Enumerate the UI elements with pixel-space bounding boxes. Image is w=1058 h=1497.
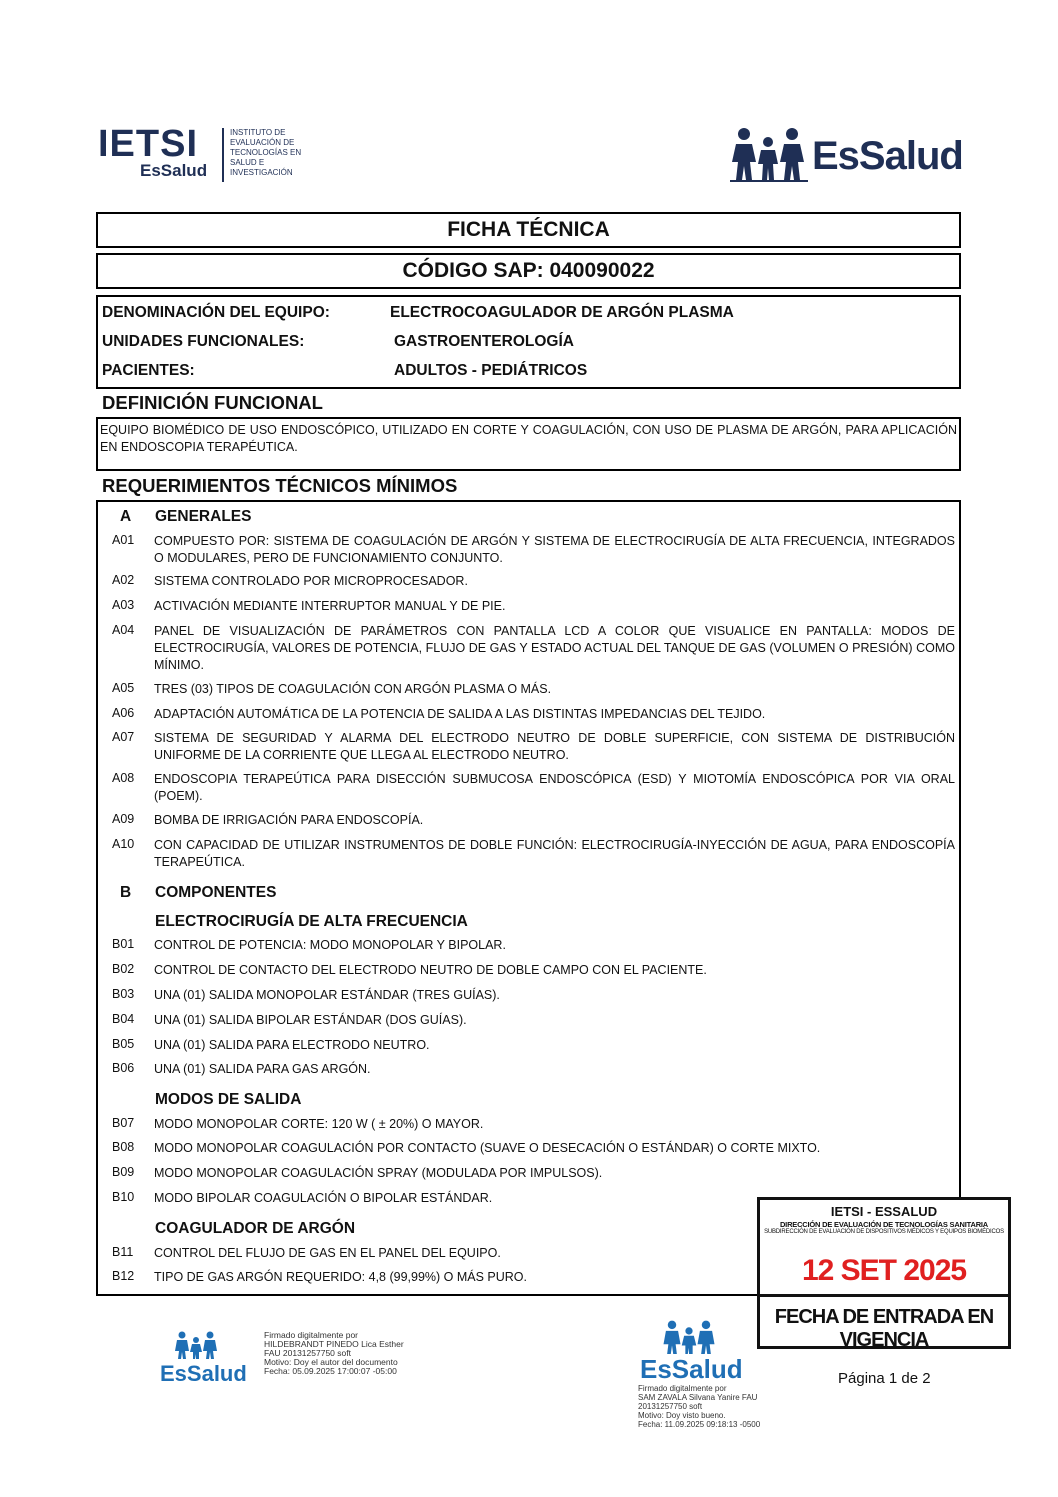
item-code: A10 [112,837,135,851]
section-letter-a: A [120,508,132,525]
ficha-tecnica-title: FICHA TÉCNICA [96,212,961,248]
item-text: MODO MONOPOLAR COAGULACIÓN POR CONTACTO (SUAVE O DESECACIÓN O ESTÁNDAR) O CORTE MIXTO. [154,1141,821,1155]
item-text: MODO BIPOLAR COAGULACIÓN O BIPOLAR ESTÁNDAR. [154,1191,493,1205]
item-text: COMPUESTO POR: SISTEMA DE COAGULACIÓN DE ARGÓN Y SISTEMA DE ELECTROCIRUGÍA DE ALTA FRECUENCIA, INTEGRADOS O MODULARES, PERO DE FUNCIONAMIENTO CONJUNTO. [154,534,955,565]
item-code: A05 [112,681,135,695]
item-code: A06 [112,706,135,720]
signature-2-text: Firmado digitalmente por SAM ZAVALA Silvana Yanire FAU 20131257750 soft Motivo: Doy visto bueno. Fecha: 11.09.2025 09:18:13 -0500 [638,1384,761,1429]
section-letter-b: B [120,884,132,901]
item-text: BOMBA DE IRRIGACIÓN PARA ENDOSCOPÍA. [154,813,424,827]
equipment-info-box [96,295,961,389]
stamp-direccion: DIRECCIÓN DE EVALUACIÓN DE TECNOLOGÍAS SANITARIA [779,1220,989,1229]
stamp-heading: IETSI - ESSALUD [830,1204,938,1219]
item-code: B10 [112,1190,135,1204]
stamp-footer: FECHA DE ENTRADA EN VIGENCIA [774,1306,994,1351]
item-code: A03 [112,598,135,612]
item-text: CON CAPACIDAD DE UTILIZAR INSTRUMENTOS DE DOBLE FUNCIÓN: ELECTROCIRUGÍA-INYECCIÓN DE AGUA, PARA ENDOSCOPÍA TERAPEÚTICA. [154,838,955,869]
item-text: UNA (01) SALIDA PARA GAS ARGÓN. [154,1062,371,1076]
item-code: B07 [112,1116,135,1130]
item-text: ADAPTACIÓN AUTOMÁTICA DE LA POTENCIA DE SALIDA A LAS DISTINTAS IMPEDANCIAS DEL TEJIDO. [154,707,766,721]
stamp-date: 12 SET 2025 [801,1254,967,1287]
item-text: CONTROL DEL FLUJO DE GAS EN EL PANEL DEL EQUIPO. [154,1246,501,1260]
item-text: MODO MONOPOLAR COAGULACIÓN SPRAY (MODULADA POR IMPULSOS). [154,1166,603,1180]
item-text: MODO MONOPOLAR CORTE: 120 W ( ± 20%) O MAYOR. [154,1117,484,1131]
item-code: B08 [112,1140,135,1154]
item-text: ACTIVACIÓN MEDIANTE INTERRUPTOR MANUAL Y DE PIE. [154,599,506,613]
item-code: B04 [112,1012,135,1026]
info-label-denominacion: DENOMINACIÓN DEL EQUIPO: [102,304,330,321]
item-text: CONTROL DE CONTACTO DEL ELECTRODO NEUTRO DE DOBLE CAMPO CON EL PACIENTE. [154,963,707,977]
subsection-electrocirugia: ELECTROCIRUGÍA DE ALTA FRECUENCIA [155,913,468,930]
subsection-modos-salida: MODOS DE SALIDA [155,1091,302,1108]
item-code: A07 [112,730,135,744]
section-name-generales: GENERALES [155,508,252,525]
signature-block-2 [638,1320,798,1440]
item-code: B05 [112,1037,135,1051]
page-number: Página 1 de 2 [838,1370,931,1387]
ietsi-logo-acronym: IETSI [98,123,199,165]
signature-1-text: Firmado digitalmente por HILDEBRANDT PINEDO Lica Esther FAU 20131257750 soft Motivo: Doy el autor del documento Fecha: 05.09.2025 17:00:07 -05:00 [264,1330,404,1376]
item-text: UNA (01) SALIDA BIPOLAR ESTÁNDAR (DOS GUÍAS). [154,1013,467,1027]
essalud-family-icon [662,1320,716,1354]
item-code: B09 [112,1165,135,1179]
essalud-logo [730,126,963,184]
ietsi-logo-divider [222,128,224,182]
stamp-divider [760,1294,1008,1297]
item-code: B02 [112,962,135,976]
ietsi-logo-lines: INSTITUTO DE EVALUACIÓN DE TECNOLOGÍAS EN SALUD E INVESTIGACIÓN [230,128,302,177]
section-name-componentes: COMPONENTES [155,884,277,901]
item-code: B06 [112,1061,135,1075]
item-code: A04 [112,623,135,637]
item-text: PANEL DE VISUALIZACIÓN DE PARÁMETROS CON PANTALLA LCD A COLOR QUE VISUALICE EN PANTALLA: MODOS DE ELECTROCIRUGÍA, VALORES DE POTENCIA, FLUJO DE GAS Y ESTADO ACTUAL DEL TANQUE DE GAS (VOLUMEN O PRESIÓN) COMO MÍNIMO. [154,624,955,672]
stamp-subdireccion: SUBDIRECCIÓN DE EVALUACIÓN DE DISPOSITIVOS MÉDICOS Y EQUIPOS BIOMÉDICOS [764,1229,1004,1235]
requerimientos-title: REQUERIMIENTOS TÉCNICOS MÍNIMOS [102,475,458,496]
item-code: A02 [112,573,135,587]
item-text: ENDOSCOPIA TERAPEÚTICA PARA DISECCIÓN SUBMUCOSA ENDOSCÓPICA (ESD) Y MIOTOMÍA ENDOSCÓPICA POR VIA ORAL (POEM). [154,772,955,803]
item-code: A09 [112,812,135,826]
info-value-denominacion: ELECTROCOAGULADOR DE ARGÓN PLASMA [390,304,734,321]
info-value-unidades: GASTROENTEROLOGÍA [394,333,574,350]
definicion-box [96,417,961,471]
item-text: TRES (03) TIPOS DE COAGULACIÓN CON ARGÓN PLASMA O MÁS. [154,682,552,696]
essalud-family-icon [730,126,810,182]
item-code: B03 [112,987,135,1001]
signature-block-1 [160,1331,420,1391]
item-text: UNA (01) SALIDA PARA ELECTRODO NEUTRO. [154,1038,430,1052]
item-text: SISTEMA CONTROLADO POR MICROPROCESADOR. [154,574,468,588]
item-code: B01 [112,937,135,951]
info-label-pacientes: PACIENTES: [102,362,195,379]
signature-1-logo-text: EsSalud [160,1361,247,1386]
item-text: SISTEMA DE SEGURIDAD Y ALARMA DEL ELECTRODO NEUTRO DE DOBLE SUPERFICIE, CON SISTEMA DE DISTRIBUCIÓN UNIFORME DE LA CORRIENTE QUE LLEGA AL ELECTRODO NEUTRO. [154,731,955,762]
signature-2-logo-text: EsSalud [640,1354,743,1384]
essalud-family-icon [174,1331,218,1359]
ietsi-logo-sub: EsSalud [140,161,208,180]
definicion-title: DEFINICIÓN FUNCIONAL [102,392,323,413]
item-code: B11 [112,1245,134,1259]
item-code: A08 [112,771,135,785]
info-label-unidades: UNIDADES FUNCIONALES: [102,333,305,350]
codigo-sap-title: CÓDIGO SAP: 040090022 [96,253,961,289]
ietsi-logo [98,124,318,184]
subsection-coagulador-argon: COAGULADOR DE ARGÓN [155,1220,356,1237]
item-code: B12 [112,1269,135,1283]
essalud-logo-text: EsSalud [812,134,963,178]
item-text: TIPO DE GAS ARGÓN REQUERIDO: 4,8 (99,99%) O MÁS PURO. [154,1270,528,1284]
info-value-pacientes: ADULTOS - PEDIÁTRICOS [394,362,588,379]
item-text: UNA (01) SALIDA MONOPOLAR ESTÁNDAR (TRES GUÍAS). [154,988,500,1002]
item-code: A01 [112,533,135,547]
item-text: CONTROL DE POTENCIA: MODO MONOPOLAR Y BIPOLAR. [154,938,506,952]
definicion-text: EQUIPO BIOMÉDICO DE USO ENDOSCÓPICO, UTILIZADO EN CORTE Y COAGULACIÓN, CON USO DE PLASMA DE ARGÓN, PARA APLICACIÓN EN ENDOSCOPIA TERAPÉUTICA. [100,423,957,454]
